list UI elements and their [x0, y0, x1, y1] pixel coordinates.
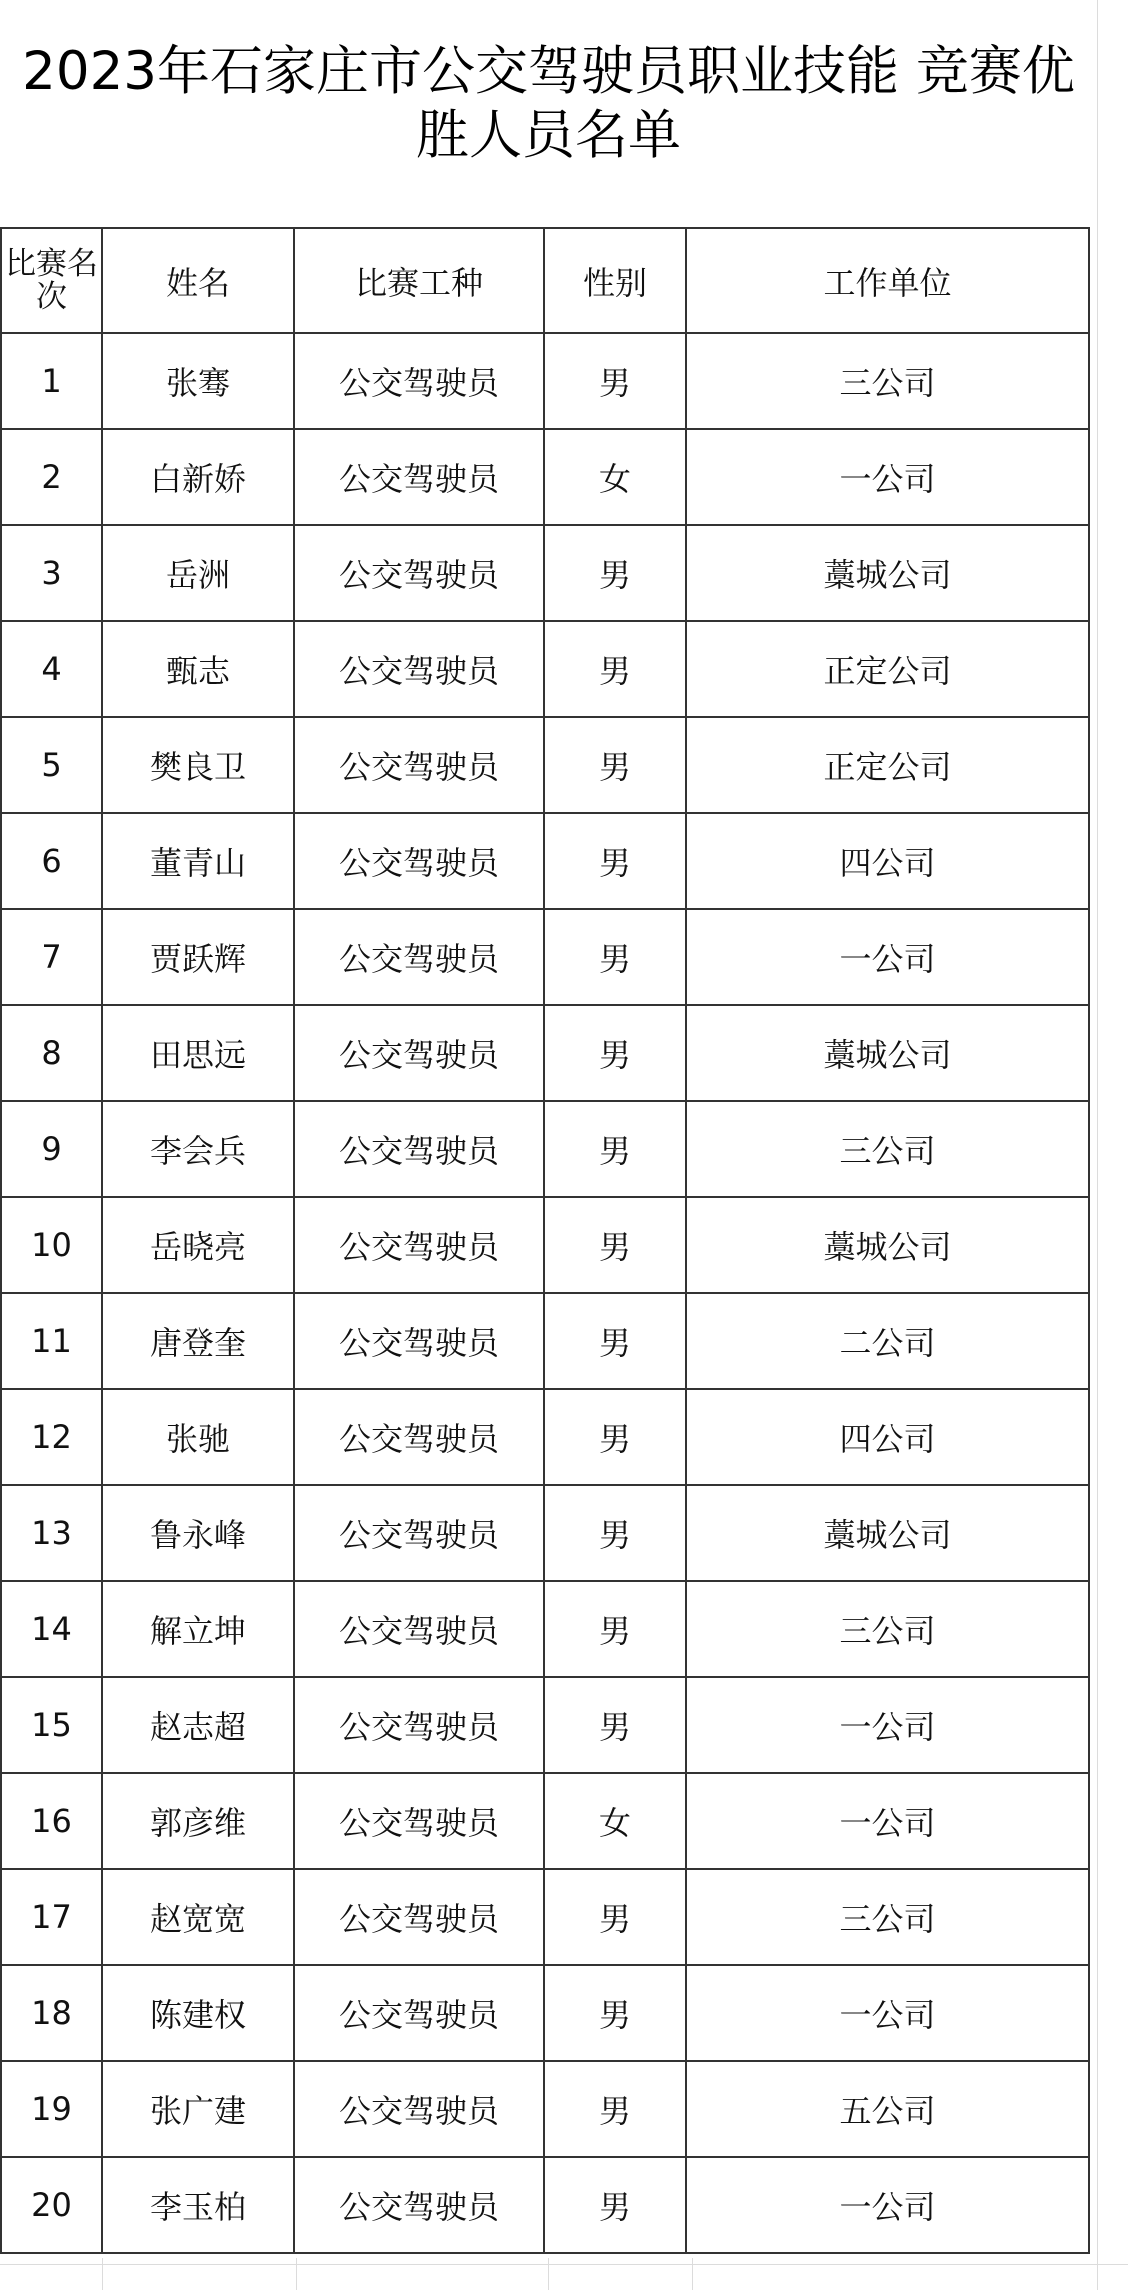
cell-rank[interactable]: 1: [1, 333, 102, 429]
cell-name[interactable]: 樊良卫: [102, 717, 294, 813]
cell-gender[interactable]: 男: [544, 1869, 686, 1965]
cell-trade[interactable]: 公交驾驶员: [294, 717, 544, 813]
table-row: [1, 1293, 1089, 1389]
cell-trade[interactable]: 公交驾驶员: [294, 1197, 544, 1293]
cell-gender[interactable]: 男: [544, 2157, 686, 2253]
cell-trade[interactable]: 公交驾驶员: [294, 621, 544, 717]
table-row: [1, 1197, 1089, 1293]
cell-name[interactable]: 唐登奎: [102, 1293, 294, 1389]
cell-name[interactable]: 赵志超: [102, 1677, 294, 1773]
grid-line: [102, 2258, 103, 2290]
table-row: [1, 1581, 1089, 1677]
cell-rank[interactable]: 5: [1, 717, 102, 813]
cell-unit[interactable]: 三公司: [686, 333, 1089, 429]
cell-unit[interactable]: 正定公司: [686, 621, 1089, 717]
cell-gender[interactable]: 男: [544, 813, 686, 909]
cell-gender[interactable]: 男: [544, 909, 686, 1005]
cell-gender[interactable]: 男: [544, 2061, 686, 2157]
table-row: [1, 1005, 1089, 1101]
cell-gender[interactable]: 男: [544, 1485, 686, 1581]
cell-rank[interactable]: 9: [1, 1101, 102, 1197]
header-cell-rank[interactable]: 比赛名次: [1, 228, 102, 333]
cell-unit[interactable]: 三公司: [686, 1581, 1089, 1677]
cell-rank[interactable]: 6: [1, 813, 102, 909]
grid-line: [296, 2258, 297, 2290]
table-row: [1, 621, 1089, 717]
grid-line: [692, 2258, 693, 2290]
table-row: [1, 1101, 1089, 1197]
cell-unit[interactable]: 三公司: [686, 1101, 1089, 1197]
cell-trade[interactable]: 公交驾驶员: [294, 909, 544, 1005]
cell-gender[interactable]: 男: [544, 333, 686, 429]
cell-trade[interactable]: 公交驾驶员: [294, 333, 544, 429]
cell-trade[interactable]: 公交驾驶员: [294, 1965, 544, 2061]
cell-gender[interactable]: 男: [544, 621, 686, 717]
table-row: [1, 909, 1089, 1005]
cell-trade[interactable]: 公交驾驶员: [294, 813, 544, 909]
cell-rank[interactable]: 2: [1, 429, 102, 525]
cell-gender[interactable]: 男: [544, 1389, 686, 1485]
cell-name[interactable]: 董青山: [102, 813, 294, 909]
table-row: [1, 1485, 1089, 1581]
cell-unit[interactable]: 三公司: [686, 1869, 1089, 1965]
cell-gender[interactable]: 男: [544, 1965, 686, 2061]
table-row: [1, 2157, 1089, 2253]
table-row: [1, 717, 1089, 813]
cell-unit[interactable]: 藁城公司: [686, 1197, 1089, 1293]
cell-trade[interactable]: 公交驾驶员: [294, 1677, 544, 1773]
table-row: [1, 1773, 1089, 1869]
cell-gender[interactable]: 男: [544, 1005, 686, 1101]
cell-unit[interactable]: 一公司: [686, 909, 1089, 1005]
cell-unit[interactable]: 四公司: [686, 1389, 1089, 1485]
cell-rank[interactable]: 7: [1, 909, 102, 1005]
table-row: [1, 1869, 1089, 1965]
grid-line: [548, 2258, 549, 2290]
cell-rank[interactable]: 11: [1, 1293, 102, 1389]
cell-unit[interactable]: 一公司: [686, 1677, 1089, 1773]
cell-rank[interactable]: 16: [1, 1773, 102, 1869]
header-cell-unit[interactable]: 工作单位: [686, 228, 1089, 333]
cell-name[interactable]: 李玉柏: [102, 2157, 294, 2253]
cell-unit[interactable]: 藁城公司: [686, 525, 1089, 621]
cell-name[interactable]: 岳晓亮: [102, 1197, 294, 1293]
cell-name[interactable]: 解立坤: [102, 1581, 294, 1677]
cell-rank[interactable]: 13: [1, 1485, 102, 1581]
cell-rank[interactable]: 17: [1, 1869, 102, 1965]
cell-unit[interactable]: 二公司: [686, 1293, 1089, 1389]
cell-gender[interactable]: 女: [544, 429, 686, 525]
cell-unit[interactable]: 一公司: [686, 1773, 1089, 1869]
cell-unit[interactable]: 藁城公司: [686, 1485, 1089, 1581]
cell-trade[interactable]: 公交驾驶员: [294, 1389, 544, 1485]
cell-trade[interactable]: 公交驾驶员: [294, 1485, 544, 1581]
cell-rank[interactable]: 4: [1, 621, 102, 717]
cell-rank[interactable]: 12: [1, 1389, 102, 1485]
table-row: [1, 2061, 1089, 2157]
cell-trade[interactable]: 公交驾驶员: [294, 1101, 544, 1197]
table-row: [1, 1389, 1089, 1485]
cell-trade[interactable]: 公交驾驶员: [294, 1005, 544, 1101]
cell-rank[interactable]: 10: [1, 1197, 102, 1293]
cell-unit[interactable]: 正定公司: [686, 717, 1089, 813]
table-row: [1, 813, 1089, 909]
table-row: [1, 525, 1089, 621]
cell-gender[interactable]: 男: [544, 1677, 686, 1773]
cell-gender[interactable]: 男: [544, 1101, 686, 1197]
table-row: [1, 1965, 1089, 2061]
cell-gender[interactable]: 男: [544, 1293, 686, 1389]
cell-unit[interactable]: 一公司: [686, 2157, 1089, 2253]
cell-gender[interactable]: 女: [544, 1773, 686, 1869]
cell-gender[interactable]: 男: [544, 1581, 686, 1677]
cell-gender[interactable]: 男: [544, 717, 686, 813]
cell-gender[interactable]: 男: [544, 525, 686, 621]
cell-trade[interactable]: 公交驾驶员: [294, 1869, 544, 1965]
cell-rank[interactable]: 15: [1, 1677, 102, 1773]
cell-trade[interactable]: 公交驾驶员: [294, 1581, 544, 1677]
cell-trade[interactable]: 公交驾驶员: [294, 1773, 544, 1869]
cell-unit[interactable]: 一公司: [686, 429, 1089, 525]
cell-name[interactable]: 鲁永峰: [102, 1485, 294, 1581]
cell-name[interactable]: 贾跃辉: [102, 909, 294, 1005]
cell-unit[interactable]: 四公司: [686, 813, 1089, 909]
grid-line: [1097, 0, 1098, 2290]
page-title: 2023年石家庄市公交驾驶员职业技能 竞赛优胜人员名单: [22, 41, 1075, 166]
table-row: [1, 1677, 1089, 1773]
cell-trade[interactable]: 公交驾驶员: [294, 2061, 544, 2157]
cell-trade[interactable]: 公交驾驶员: [294, 525, 544, 621]
cell-name[interactable]: 陈建权: [102, 1965, 294, 2061]
table-row: [1, 333, 1089, 429]
header-cell-trade[interactable]: 比赛工种: [294, 228, 544, 333]
header-cell-gender[interactable]: 性别: [544, 228, 686, 333]
cell-name[interactable]: 张广建: [102, 2061, 294, 2157]
header-cell-name[interactable]: 姓名: [102, 228, 294, 333]
grid-line: [0, 2264, 1128, 2265]
cell-name[interactable]: 甄志: [102, 621, 294, 717]
table-row: [1, 429, 1089, 525]
cell-unit[interactable]: 藁城公司: [686, 1005, 1089, 1101]
cell-rank[interactable]: 19: [1, 2061, 102, 2157]
cell-trade[interactable]: 公交驾驶员: [294, 2157, 544, 2253]
cell-rank[interactable]: 14: [1, 1581, 102, 1677]
cell-name[interactable]: 郭彦维: [102, 1773, 294, 1869]
cell-name[interactable]: 白新娇: [102, 429, 294, 525]
cell-name[interactable]: 李会兵: [102, 1101, 294, 1197]
cell-rank[interactable]: 8: [1, 1005, 102, 1101]
cell-name[interactable]: 赵宽宽: [102, 1869, 294, 1965]
cell-gender[interactable]: 男: [544, 1197, 686, 1293]
table-header-row: [1, 228, 1089, 333]
cell-rank[interactable]: 20: [1, 2157, 102, 2253]
cell-rank[interactable]: 18: [1, 1965, 102, 2061]
cell-trade[interactable]: 公交驾驶员: [294, 429, 544, 525]
cell-rank[interactable]: 3: [1, 525, 102, 621]
cell-name[interactable]: 张驰: [102, 1389, 294, 1485]
cell-unit[interactable]: 一公司: [686, 1965, 1089, 2061]
cell-name[interactable]: 岳洲: [102, 525, 294, 621]
cell-trade[interactable]: 公交驾驶员: [294, 1293, 544, 1389]
cell-name[interactable]: 张骞: [102, 333, 294, 429]
winners-table: [0, 227, 1090, 2254]
cell-unit[interactable]: 五公司: [686, 2061, 1089, 2157]
cell-name[interactable]: 田思远: [102, 1005, 294, 1101]
